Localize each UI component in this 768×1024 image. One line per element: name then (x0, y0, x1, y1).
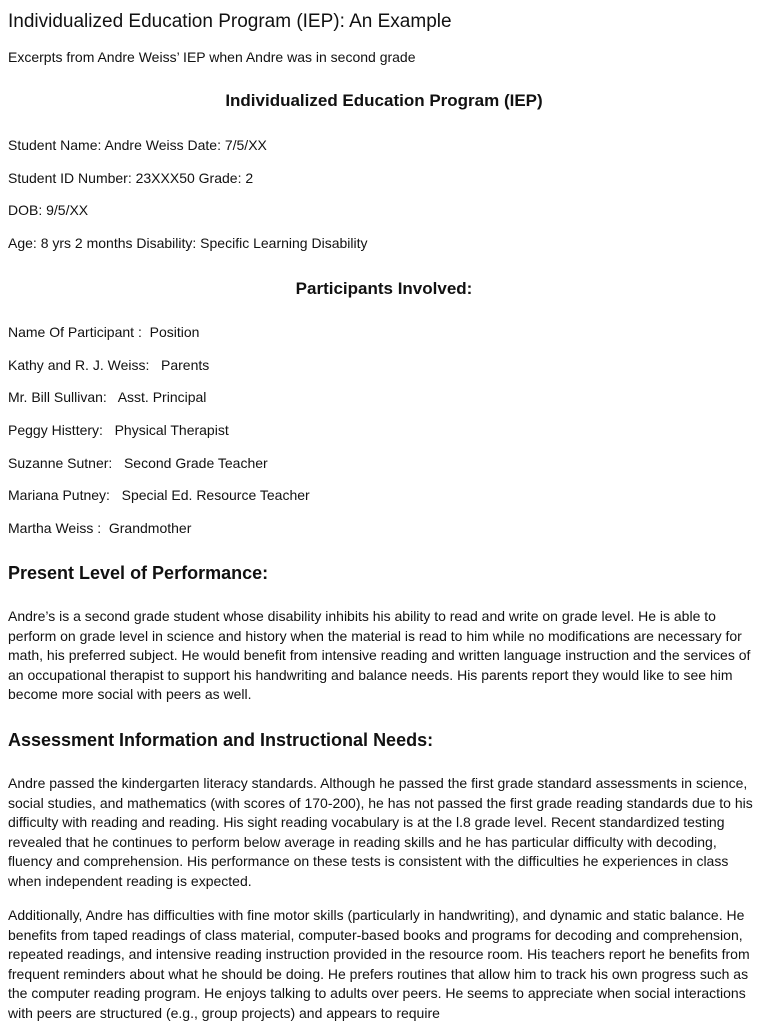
participants-heading: Participants Involved: (295, 279, 473, 298)
participant-row: Mariana Putney: Special Ed. Resource Teacher (8, 487, 310, 503)
assessment-paragraph-2: Additionally, Andre has difficulties with fine motor skills (particularly in handwriting), and dynamic and static balance. He benefits from taped readings of class material, computer-based books and programs for decoding and comprehension, repeated readings, and intensive reading instruction provided in the resource room. His teachers report he benefits from frequent reminders about what he should be doing. He prefers routines that allow him to track his own progress such as the computer reading program. He enjoys talking to adults over peers. He seems to appreciate when social interactions with peers are structured (e.g., group projects) and appears to require (8, 907, 750, 1021)
student-id-line: Student ID Number: 23XXX50 Grade: 2 (8, 170, 254, 186)
iep-heading: Individualized Education Program (IEP) (225, 91, 543, 110)
performance-heading: Present Level of Performance: (8, 563, 269, 583)
age-disability-line: Age: 8 yrs 2 months Disability: Specific Learning Disability (8, 235, 368, 251)
assessment-paragraph-1: Andre passed the kindergarten literacy standards. Although he passed the first grade standard assessments in science, social studies, and mathematics (with scores of 170-200), he has not passed the first grade reading standards due to his difficulty with reading and reading. His sight reading vocabulary is at the l.8 grade level. Recent standardized testing revealed that he continues to perform below average in reading skills and he has particular difficulty with decoding, fluency and comprehension. His performance on these tests is consistent with the difficulties he experiences in class when independent reading is expected. (8, 775, 753, 889)
assessment-heading: Assessment Information and Instructional Needs: (8, 730, 434, 750)
student-name-line: Student Name: Andre Weiss Date: 7/5/XX (8, 137, 267, 153)
participant-row: Peggy Histtery: Physical Therapist (8, 422, 229, 438)
document-title: Individualized Education Program (IEP): An Example (8, 11, 452, 32)
participant-row: Suzanne Sutner: Second Grade Teacher (8, 455, 268, 471)
participant-row: Martha Weiss : Grandmother (8, 520, 192, 536)
document-subtitle: Excerpts from Andre Weiss’ IEP when Andre was in second grade (8, 49, 416, 65)
dob-line: DOB: 9/5/XX (8, 202, 89, 218)
participant-row: Mr. Bill Sullivan: Asst. Principal (8, 389, 207, 405)
participant-row: Kathy and R. J. Weiss: Parents (8, 357, 210, 373)
participant-header-row: Name Of Participant : Position (8, 324, 200, 340)
performance-paragraph: Andre’s is a second grade student whose disability inhibits his ability to read and write on grade level. He is able to perform on grade level in science and history when the material is read to him while no modifications are necessary for math, his preferred subject. He would benefit from intensive reading and written language instruction and the services of an occupational therapist to support his handwriting and balance needs. His parents report they would like to see him become more social with peers as well. (8, 608, 751, 703)
